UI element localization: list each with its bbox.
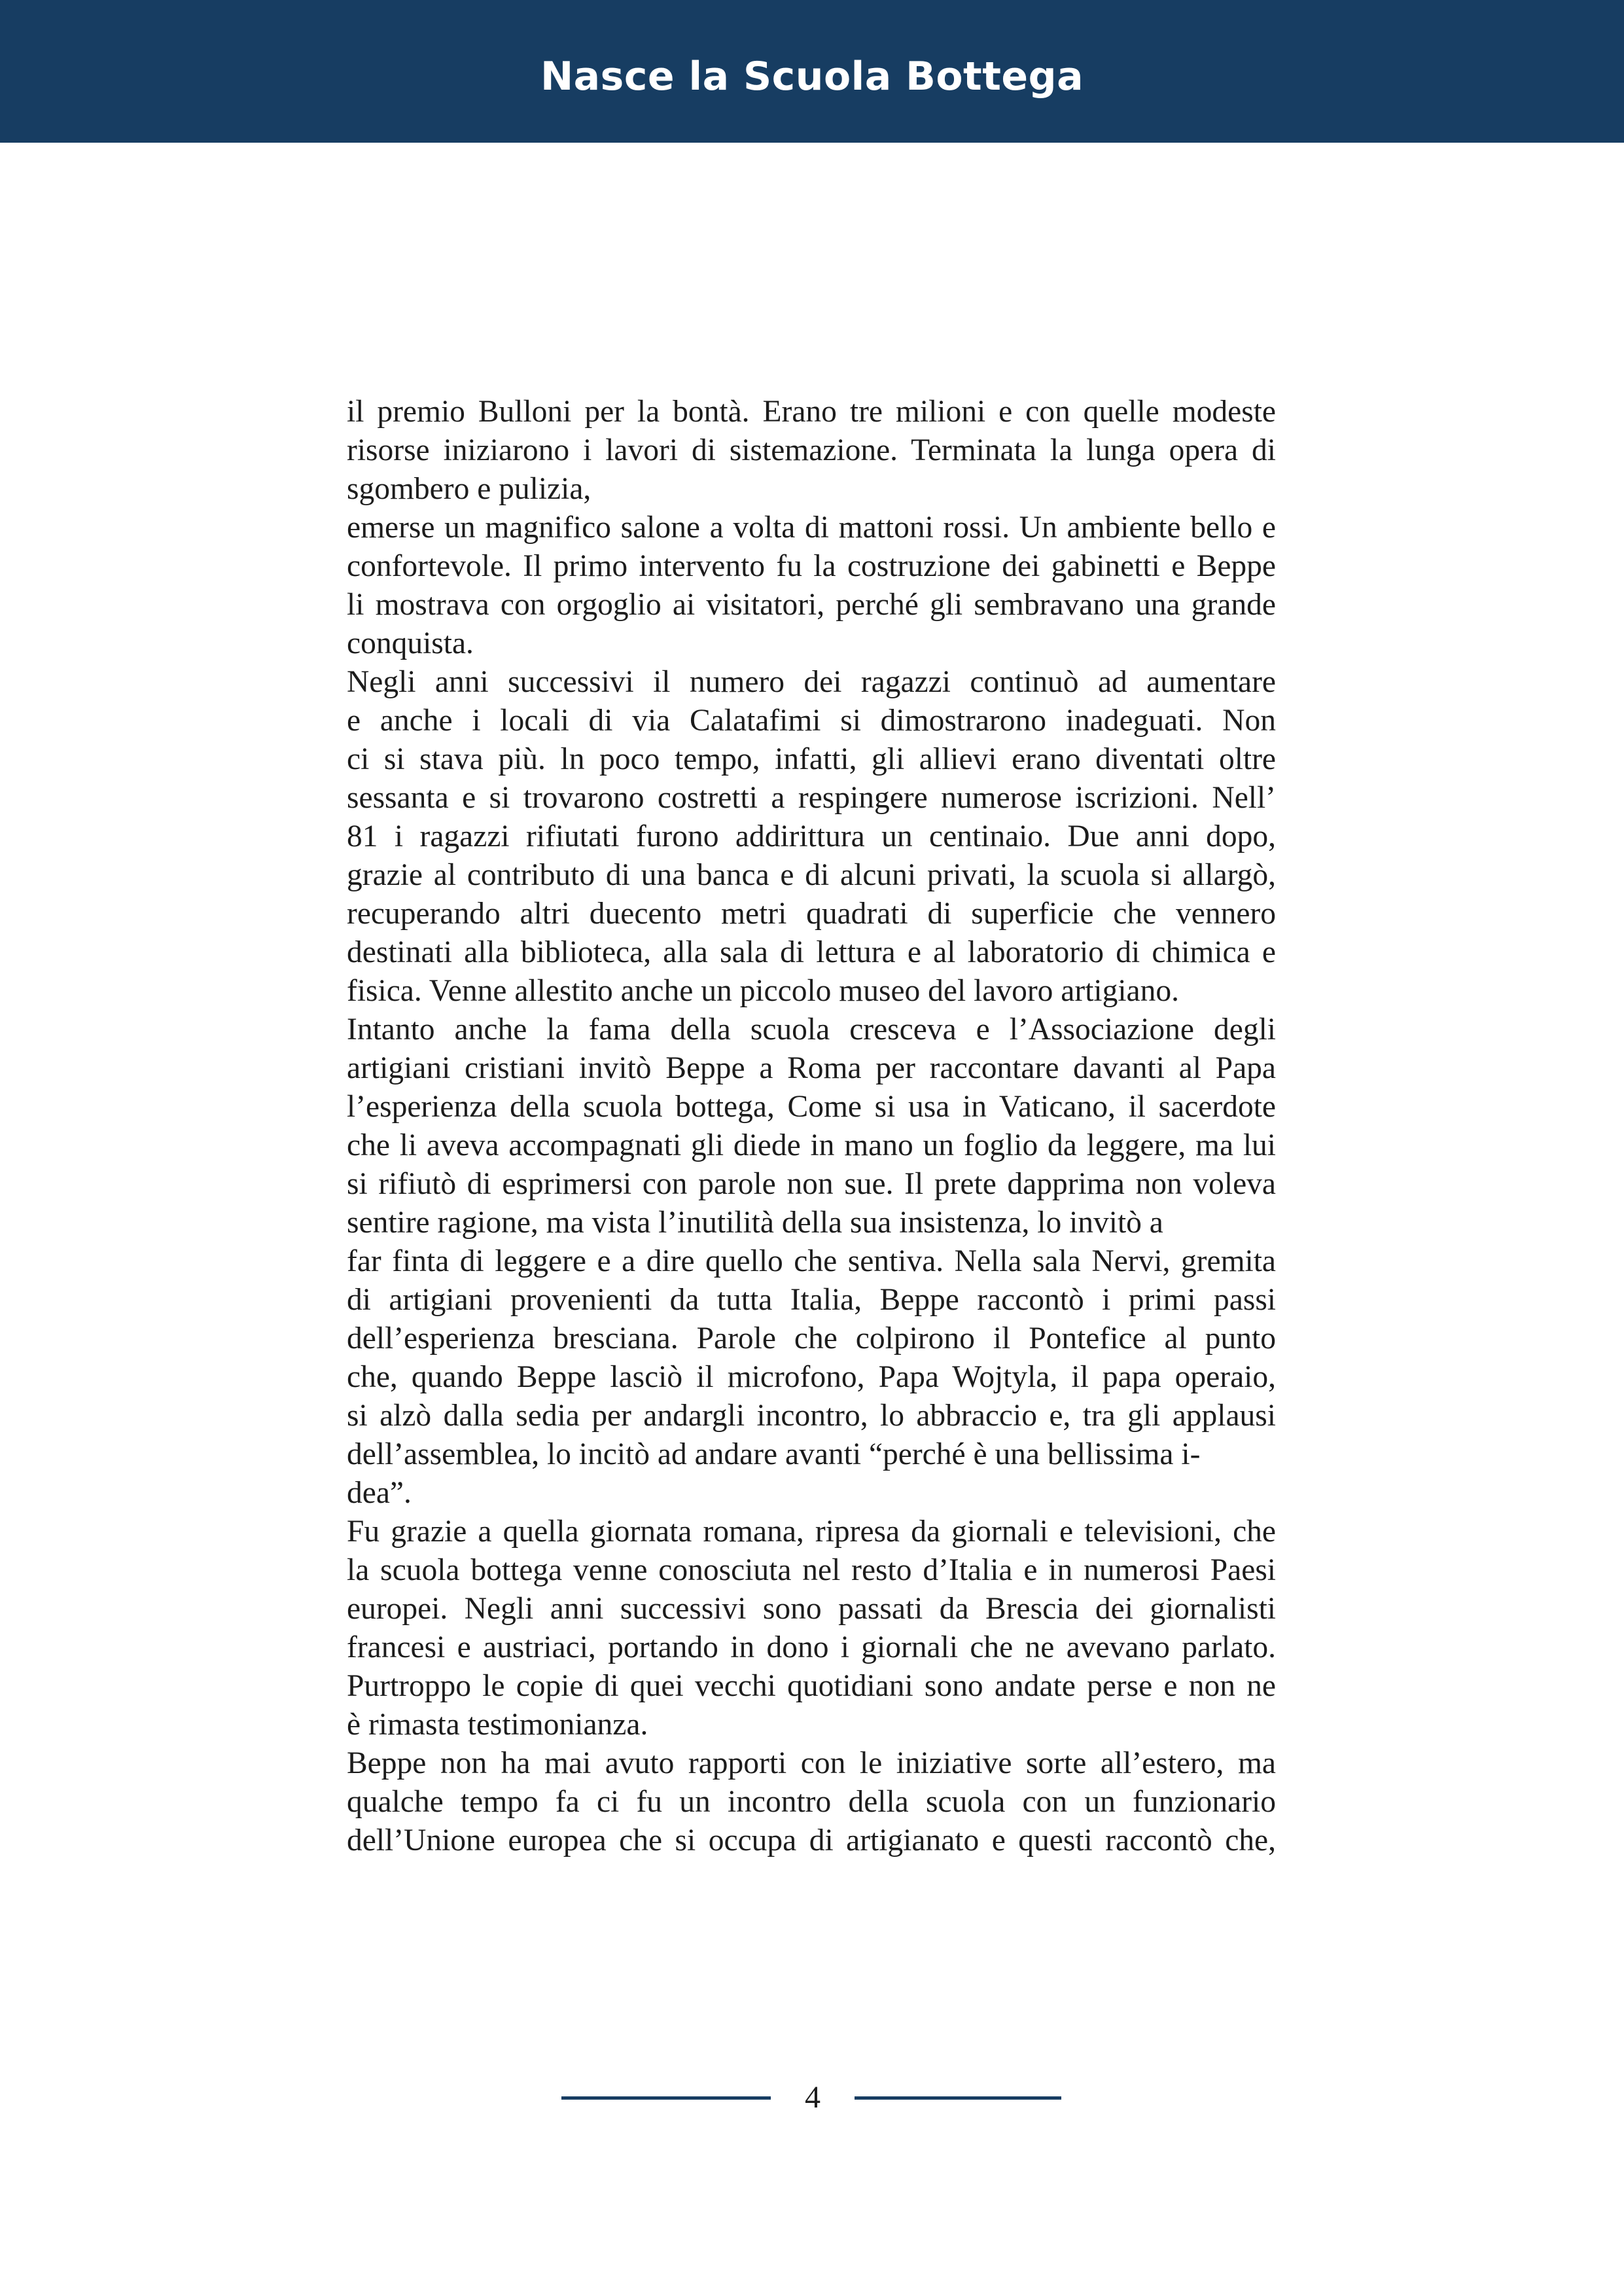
body-line: dell’esperienza bresciana. Parole che colpirono il Pontefice al punto [347, 1321, 1276, 1355]
body-line: che, quando Beppe lasciò il microfono, Papa Wojtyla, il papa operaio, [347, 1360, 1276, 1394]
body-line: Beppe non ha mai avuto rapporti con le iniziative sorte all’estero, ma [347, 1746, 1276, 1780]
body-line: dell’assemblea, lo incitò ad andare avanti “perché è una bellissima i- [347, 1437, 1201, 1471]
body-line: di artigiani provenienti da tutta Italia, Beppe raccontò i primi passi [347, 1283, 1276, 1317]
body-line: confortevole. Il primo intervento fu la costruzione dei gabinetti e Beppe [347, 549, 1276, 583]
footer-rule-right [855, 2096, 1061, 2100]
page-number: 4 [805, 2080, 821, 2115]
footer-rule-left [561, 2096, 771, 2100]
body-line: Intanto anche la fama della scuola cresceva e l’Associazione degli [347, 1013, 1276, 1047]
body-line: dell’Unione europea che si occupa di artigianato e questi raccontò che, [347, 1823, 1276, 1857]
body-text [347, 393, 1276, 1860]
body-line: il premio Bulloni per la bontà. Erano tre milioni e con quelle modeste [347, 395, 1276, 429]
body-line: si alzò dalla sedia per andargli incontro, lo abbraccio e, tra gli applausi [347, 1399, 1276, 1433]
body-line: recuperando altri duecento metri quadrati di superficie che vennero [347, 897, 1276, 931]
body-line: che li aveva accompagnati gli diede in mano un foglio da leggere, ma lui [347, 1128, 1276, 1162]
body-line: risorse iniziarono i lavori di sistemazione. Terminata la lunga opera di [347, 433, 1276, 467]
body-line: emerse un magnifico salone a volta di mattoni rossi. Un ambiente bello e [347, 511, 1276, 545]
page-footer [0, 2072, 1624, 2124]
body-line: fisica. Venne allestito anche un piccolo museo del lavoro artigiano. [347, 974, 1179, 1008]
body-line: destinati alla biblioteca, alla sala di lettura e al laboratorio di chimica e [347, 935, 1276, 969]
body-line: artigiani cristiani invitò Beppe a Roma per raccontare davanti al Papa [347, 1051, 1276, 1085]
body-line: conquista. [347, 626, 474, 660]
body-line: qualche tempo fa ci fu un incontro della scuola con un funzionario [347, 1785, 1276, 1819]
body-line: 81 i ragazzi rifiutati furono addirittura un centinaio. Due anni dopo, [347, 819, 1276, 853]
body-line: francesi e austriaci, portando in dono i giornali che ne avevano parlato. [347, 1630, 1276, 1664]
body-line: e anche i locali di via Calatafimi si dimostrarono inadeguati. Non [347, 704, 1276, 738]
chapter-title: Nasce la Scuola Bottega [540, 54, 1084, 99]
header-band [0, 0, 1624, 143]
body-line: Fu grazie a quella giornata romana, ripresa da giornali e televisioni, che [347, 1515, 1276, 1549]
body-line: si rifiutò di esprimersi con parole non sue. Il prete dapprima non voleva [347, 1167, 1276, 1201]
body-line: dea”. [347, 1476, 412, 1510]
body-line: europei. Negli anni successivi sono passati da Brescia dei giornalisti [347, 1592, 1276, 1626]
body-line: è rimasta testimonianza. [347, 1708, 648, 1742]
body-line: Negli anni successivi il numero dei ragazzi continuò ad aumentare [347, 665, 1276, 699]
body-line: sessanta e si trovarono costretti a respingere numerose iscrizioni. Nell’ [347, 781, 1276, 815]
body-line: la scuola bottega venne conosciuta nel resto d’Italia e in numerosi Paesi [347, 1553, 1276, 1587]
body-line: sgombero e pulizia, [347, 472, 591, 506]
body-line: l’esperienza della scuola bottega, Come si usa in Vaticano, il sacerdote [347, 1090, 1276, 1124]
body-line: ci si stava più. ln poco tempo, infatti, gli allievi erano diventati oltre [347, 742, 1276, 776]
body-line: far finta di leggere e a dire quello che sentiva. Nella sala Nervi, gremita [347, 1244, 1276, 1278]
body-line: Purtroppo le copie di quei vecchi quotidiani sono andate perse e non ne [347, 1669, 1276, 1703]
body-line: li mostrava con orgoglio ai visitatori, perché gli sembravano una grande [347, 588, 1276, 622]
body-line: sentire ragione, ma vista l’inutilità della sua insistenza, lo invitò a [347, 1206, 1163, 1240]
body-line: grazie al contributo di una banca e di alcuni privati, la scuola si allargò, [347, 858, 1276, 892]
